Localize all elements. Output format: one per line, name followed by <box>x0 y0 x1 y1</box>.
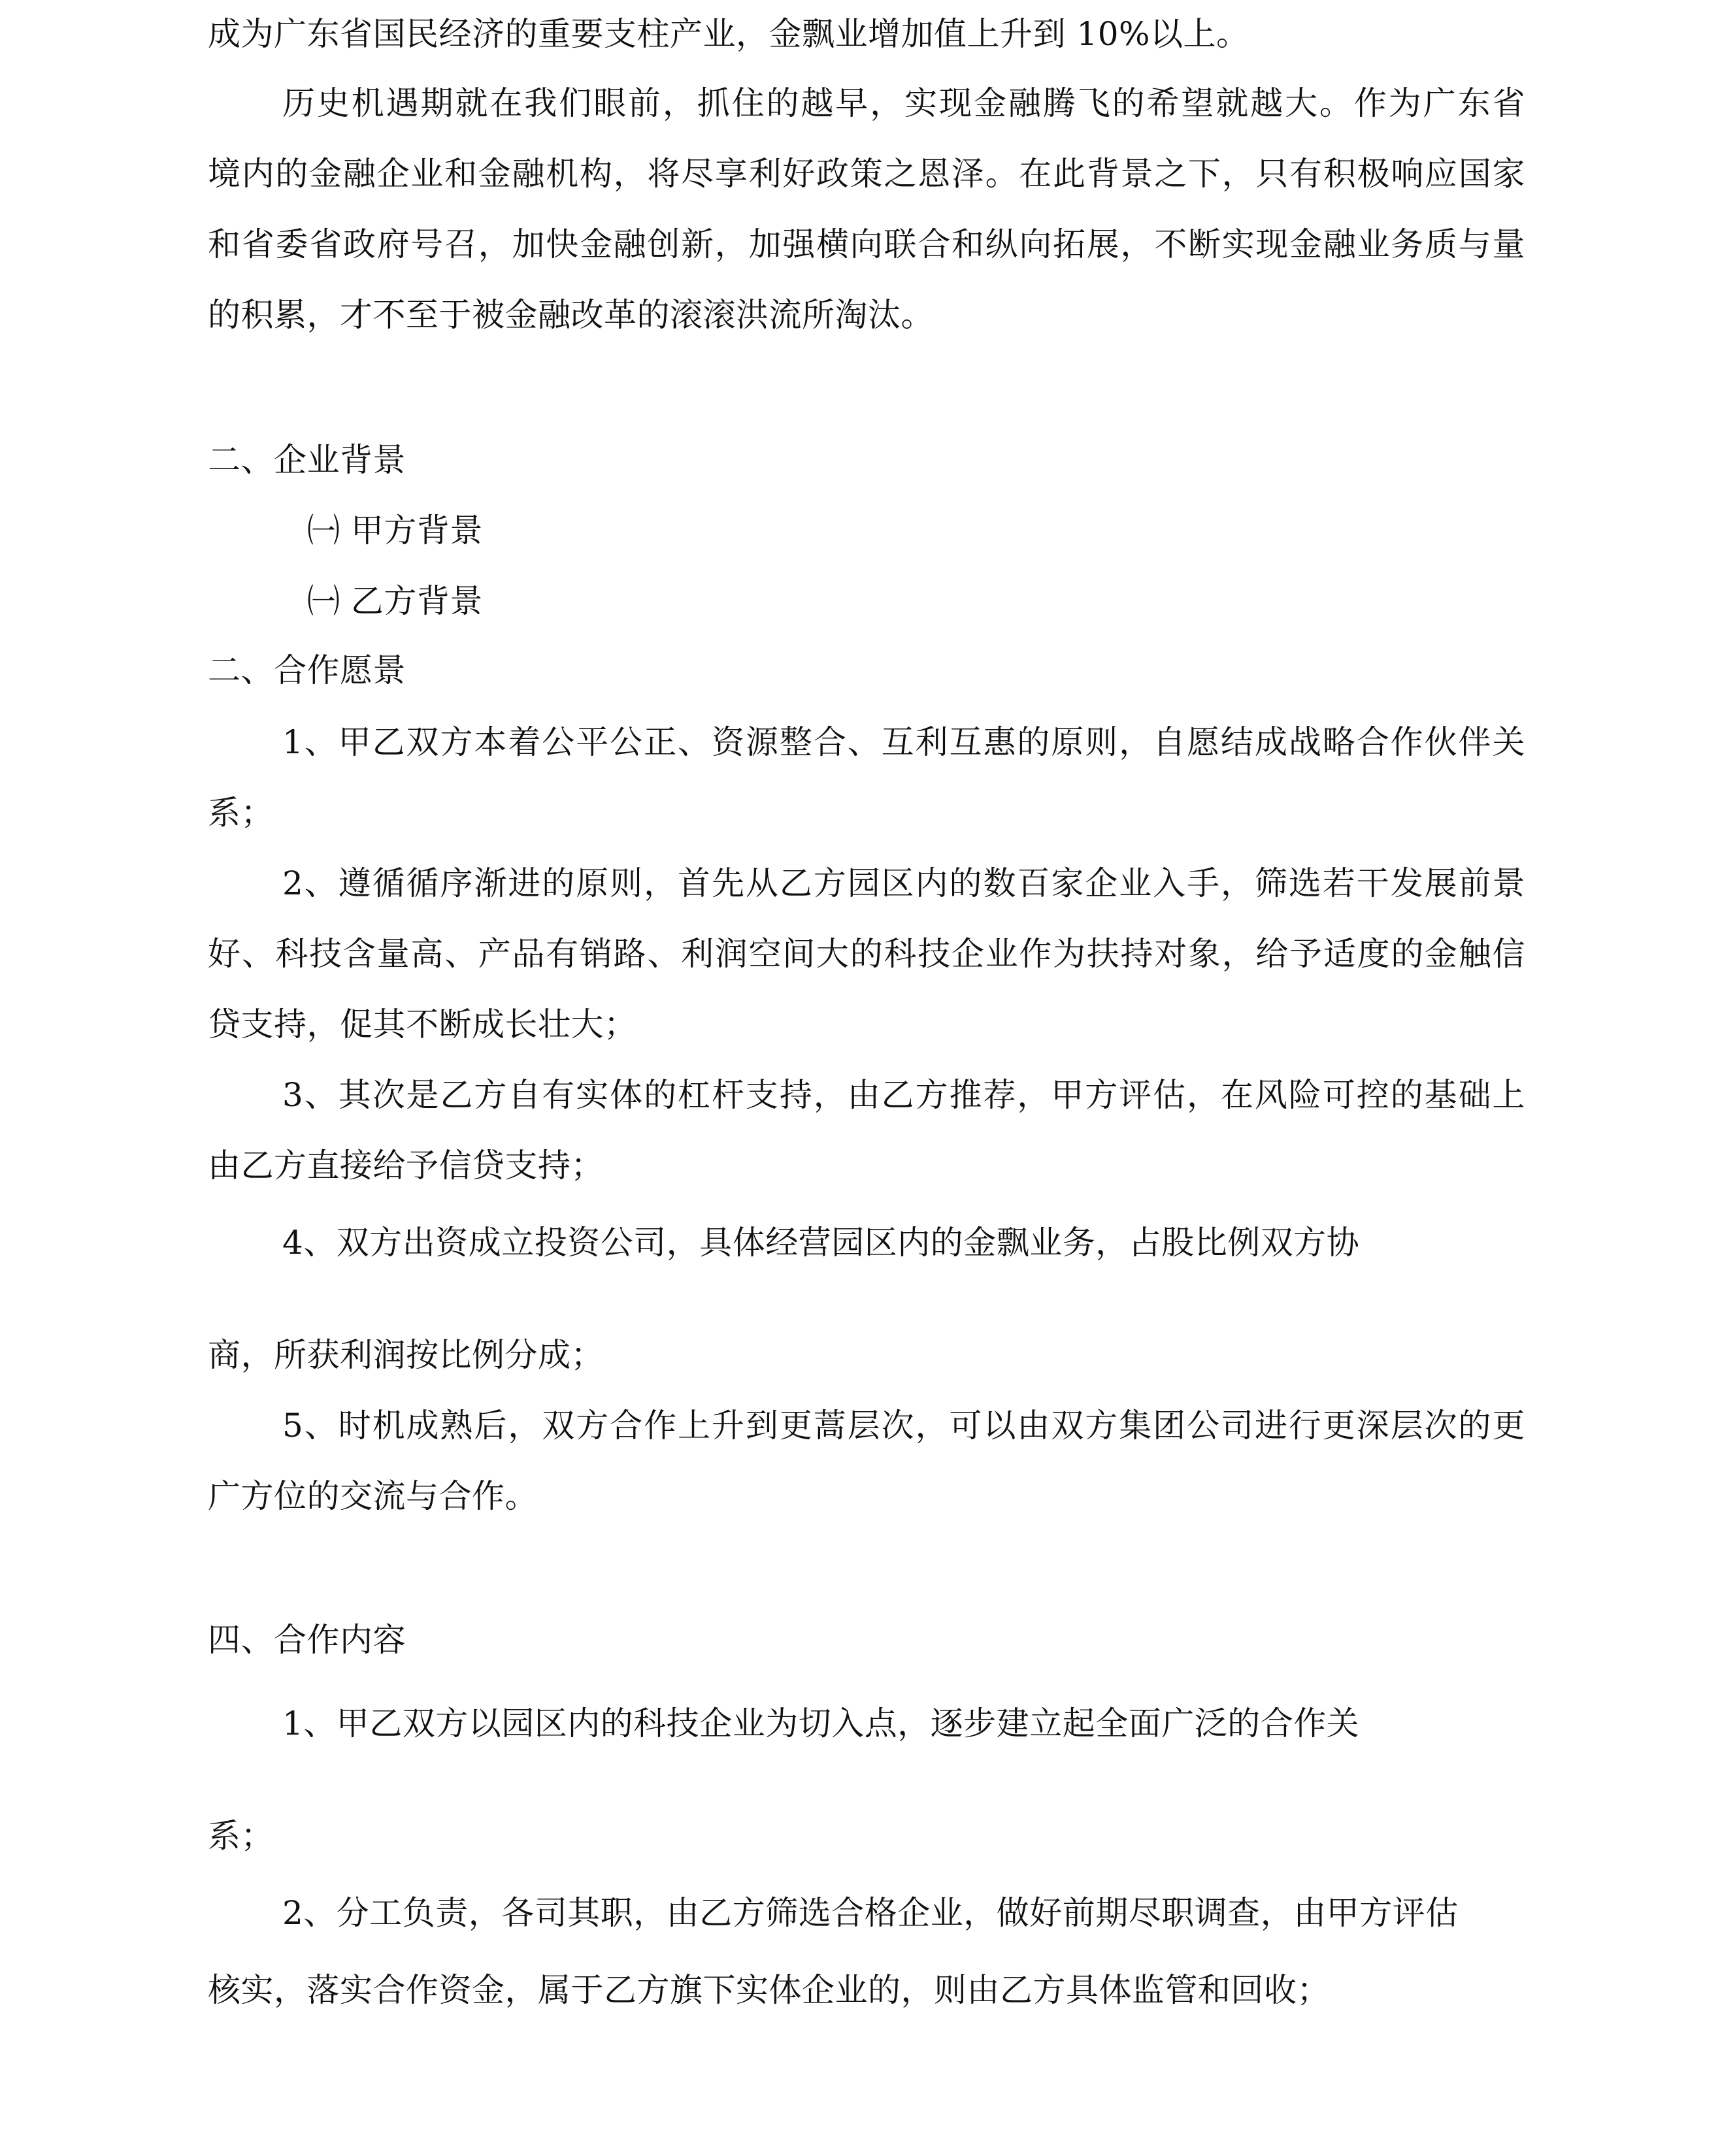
section-heading: 四、合作内容 <box>208 1621 406 1659</box>
intro-line: 历史机遇期就在我们眼前，抓住的越早，实现金融腾飞的希望就越大。作为广东省 <box>282 84 1525 122</box>
sub-heading: ㈠ 甲方背景 <box>307 512 483 549</box>
paragraph-line: 1、甲乙双方本着公平公正、资源整合、互利互惠的原则，自愿结成战略合作伙伴关 <box>282 723 1525 761</box>
paragraph-line: 4、双方出资成立投资公司，具体经营园区内的金飘业务，占股比例双方协 <box>282 1224 1360 1262</box>
paragraph-line: 好、科技含量高、产品有销路、利润空间大的科技企业作为扶持对象，给予适度的金触信 <box>208 935 1525 973</box>
section-heading: 二、企业背景 <box>208 441 406 479</box>
section-heading: 二、合作愿景 <box>208 651 406 689</box>
paragraph-line: 1、甲乙双方以园区内的科技企业为切入点，逐步建立起全面广泛的合作关 <box>282 1705 1360 1742</box>
paragraph-line: 系； <box>208 1817 274 1855</box>
paragraph-line: 广方位的交流与合作。 <box>208 1477 538 1515</box>
paragraph-line: 贷支持，促其不断成长壮大； <box>208 1005 637 1043</box>
intro-line: 境内的金融企业和金融机构，将尽享利好政策之恩泽。在此背景之下，只有积极响应国家 <box>208 155 1525 193</box>
paragraph-line: 2、遵循循序渐进的原则，首先从乙方园区内的数百家企业入手，筛选若干发展前景 <box>282 864 1525 902</box>
paragraph-line: 核实，落实合作资金，属于乙方旗下实体企业的，则由乙方具体监管和回收； <box>208 1971 1330 2009</box>
intro-line: 的积累，才不至于被金融改革的滚滚洪流所淘汰。 <box>208 296 934 334</box>
intro-line: 成为广东省国民经济的重要支柱产业，金飘业增加值上升到 10%以上。 <box>208 15 1249 53</box>
paragraph-line: 系； <box>208 794 274 832</box>
paragraph-line: 2、分工负责，各司其职，由乙方筛选合格企业，做好前期尽职调查，由甲方评估 <box>282 1894 1459 1932</box>
intro-line: 和省委省政府号召，加快金融创新，加强横向联合和纵向拓展，不断实现金融业务质与量 <box>208 225 1525 263</box>
paragraph-line: 5、时机成熟后，双方合作上升到更蒿层次，可以由双方集团公司进行更深层次的更 <box>282 1407 1525 1445</box>
paragraph-line: 由乙方直接给予信贷支持； <box>208 1147 604 1184</box>
paragraph-line: 商，所获利润按比例分成； <box>208 1336 604 1374</box>
paragraph-line: 3、其次是乙方自有实体的杠杆支持，由乙方推荐，甲方评估，在风险可控的基础上 <box>282 1076 1525 1114</box>
sub-heading: ㈠ 乙方背景 <box>307 582 483 620</box>
